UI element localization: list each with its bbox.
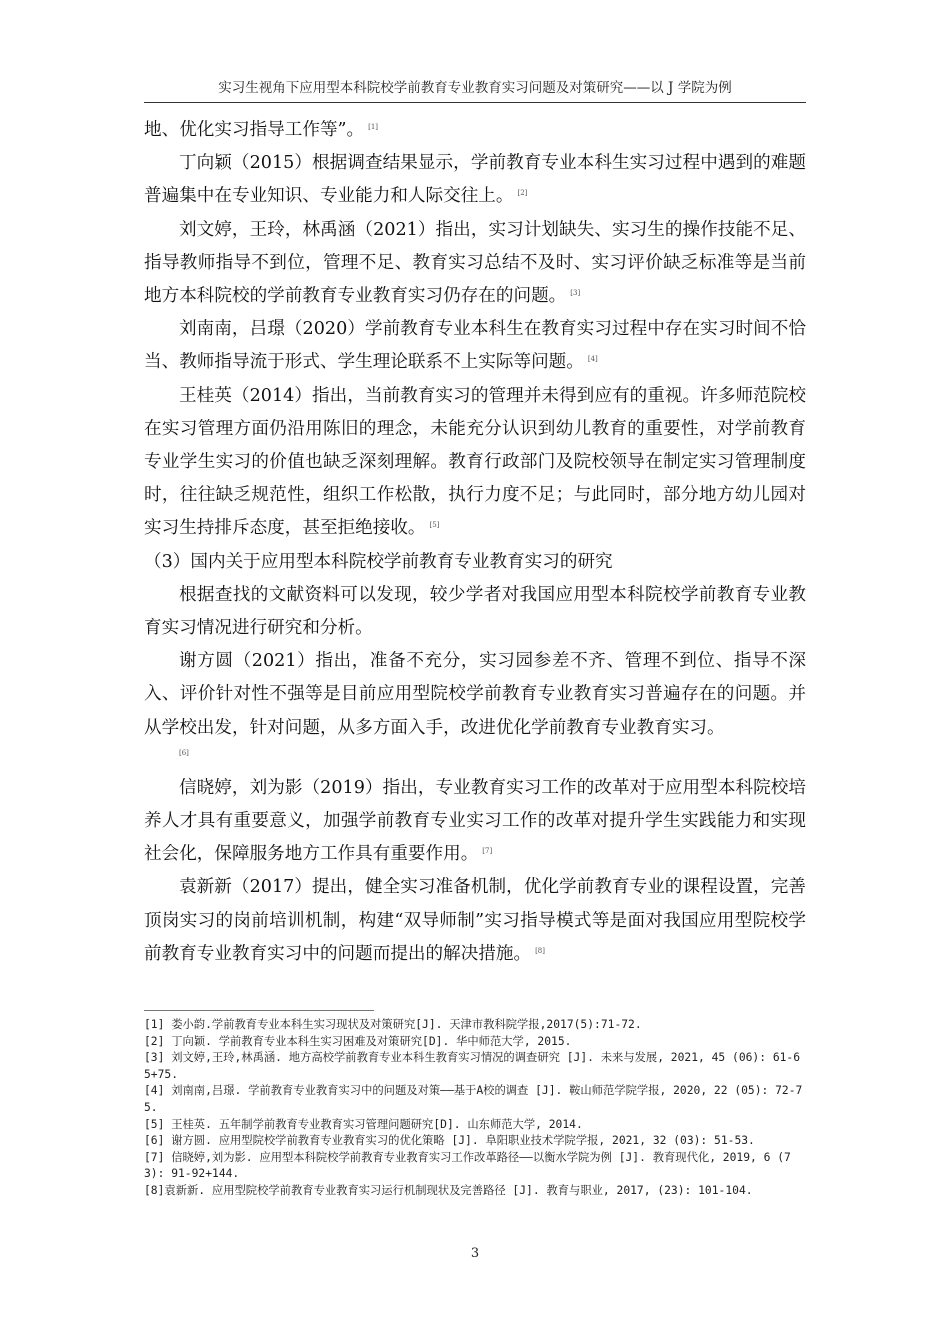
body-paragraph bbox=[144, 772, 806, 872]
paragraph-text: 根据查找的文献资料可以发现，较少学者对我国应用型本科院校学前教育专业教育实习情况进行研究和分析。 bbox=[144, 584, 806, 639]
paragraph-text: 地、优化实习指导工作等”。 bbox=[144, 120, 365, 140]
body-paragraph bbox=[144, 214, 806, 314]
body-paragraph bbox=[144, 871, 806, 971]
footnote-divider bbox=[144, 1010, 374, 1011]
footnote-item: [6] 谢方圆. 应用型院校学前教育专业教育实习的优化策略 [J]. 阜阳职业技术学院学报, 2021, 32 (03): 51-53. bbox=[144, 1134, 755, 1148]
paragraph-text: 王桂英（2014）指出，当前教育实习的管理并未得到应有的重视。许多师范院校在实习管理方面仍沿用陈旧的理念，未能充分认识到幼儿教育的重要性，对学前教育专业学生实习的价值也缺乏深刻理解。教育行政部门及院校领导在制定实习管理制度时，往往缺乏规范性，组织工作松散，执行力度不足；与此同时，部分地方幼儿园对实习生持排斥态度，甚至拒绝接收。 bbox=[144, 385, 806, 539]
page-number: 3 bbox=[470, 1246, 480, 1261]
citation-marker: [4] bbox=[587, 355, 598, 364]
paragraph-text: 丁向颖（2015）根据调查结果显示，学前教育专业本科生实习过程中遇到的难题普遍集中在专业知识、专业能力和人际交往上。 bbox=[144, 153, 806, 207]
paragraph-text: 信晓婷，刘为影（2019）指出，专业教育实习工作的改革对于应用型本科院校培养人才具有重要意义，加强学前教育专业实习工作的改革对提升学生实践能力和实现社会化，保障服务地方工作具有重要作用。 bbox=[144, 777, 806, 865]
citation-marker: [7] bbox=[482, 847, 493, 856]
footnote-item: [5] 王桂英. 五年制学前教育专业教育实习管理问题研究[D]. 山东师范大学, 2014. bbox=[144, 1117, 583, 1131]
body-paragraph bbox=[144, 645, 806, 759]
paragraph-text: 袁新新（2017）提出，健全实习准备机制，优化学前教育专业的课程设置，完善顶岗实习的岗前培训机制，构建“双导师制”实习指导模式等是面对我国应用型院校学前教育专业教育实习中的问题而提出的解决措施。 bbox=[144, 877, 806, 964]
citation-marker: [6] bbox=[179, 748, 189, 757]
footnote-item: [1] 娄小韵.学前教育专业本科生实习现状及对策研究[J]. 天津市教科院学报,2017(5):71-72. bbox=[144, 1018, 642, 1031]
footnote-item: [8]袁新新. 应用型院校学前教育专业教育实习运行机制现状及完善路径 [J]. 教育与职业, 2017, (23): 101-104. bbox=[144, 1183, 753, 1197]
footnotes bbox=[144, 1017, 806, 1200]
footnote-item: [2] 丁向颖. 学前教育专业本科生实习困难及对策研究[D]. 华中师范大学, 2015. bbox=[144, 1034, 572, 1048]
body-paragraph bbox=[144, 579, 806, 645]
paragraph-text: 刘南南，吕璟（2020）学前教育专业本科生在教育实习过程中存在实习时间不恰当、教师指导流于形式、学生理论联系不上实际等问题。 bbox=[144, 319, 806, 373]
citation-marker: [3] bbox=[570, 289, 581, 298]
paragraph-text: 谢方圆（2021）指出，准备不充分，实习园参差不齐、管理不到位、指导不深入、评价针对性不强等是目前应用型院校学前教育专业教育实习普遍存在的问题。并从学校出发，针对问题，从多方面入手，改进优化学前教育专业教育实习。 bbox=[144, 651, 806, 738]
citation-marker: [5] bbox=[429, 521, 440, 530]
running-header: 实习生视角下应用型本科院校学前教育专业教育实习问题及对策研究——以 J 学院为例 bbox=[144, 76, 806, 103]
paragraph-text: 刘文婷，王玲，林禹涵（2021）指出，实习计划缺失、实习生的操作技能不足、指导教师指导不到位，管理不足、教育实习总结不及时、实习评价缺乏标准等是当前地方本科院校的学前教育专业教育实习仍存在的问题。 bbox=[144, 219, 806, 307]
body-paragraph bbox=[144, 313, 806, 379]
paragraph-text: （3）国内关于应用型本科院校学前教育专业教育实习的研究 bbox=[144, 551, 613, 572]
section-heading bbox=[144, 546, 806, 579]
citation-marker: [2] bbox=[517, 189, 528, 198]
body-paragraph bbox=[144, 380, 806, 546]
citation-marker: [1] bbox=[368, 123, 379, 131]
footnote-item: [7] 信晓婷,刘为影. 应用型本科院校学前教育专业教育实习工作改革路径——以衡水学院为例 [J]. 教育现代化, 2019, 6 (73): 91-92+144. bbox=[144, 1150, 791, 1181]
body-paragraph bbox=[144, 147, 806, 213]
body-text bbox=[144, 114, 806, 971]
footnote-item: [3] 刘文婷,王玲,林禹涵. 地方高校学前教育专业本科生教育实习情况的调查研究 [J]. 未来与发展, 2021, 45 (06): 61-65+75. bbox=[144, 1051, 801, 1081]
footnote-item: [4] 刘南南,吕璟. 学前教育专业教育实习中的问题及对策——基于A校的调查 [J]. 鞍山师范学院学报, 2020, 22 (05): 72-75. bbox=[144, 1084, 803, 1114]
body-paragraph bbox=[144, 114, 806, 147]
citation-marker: [8] bbox=[535, 946, 545, 955]
